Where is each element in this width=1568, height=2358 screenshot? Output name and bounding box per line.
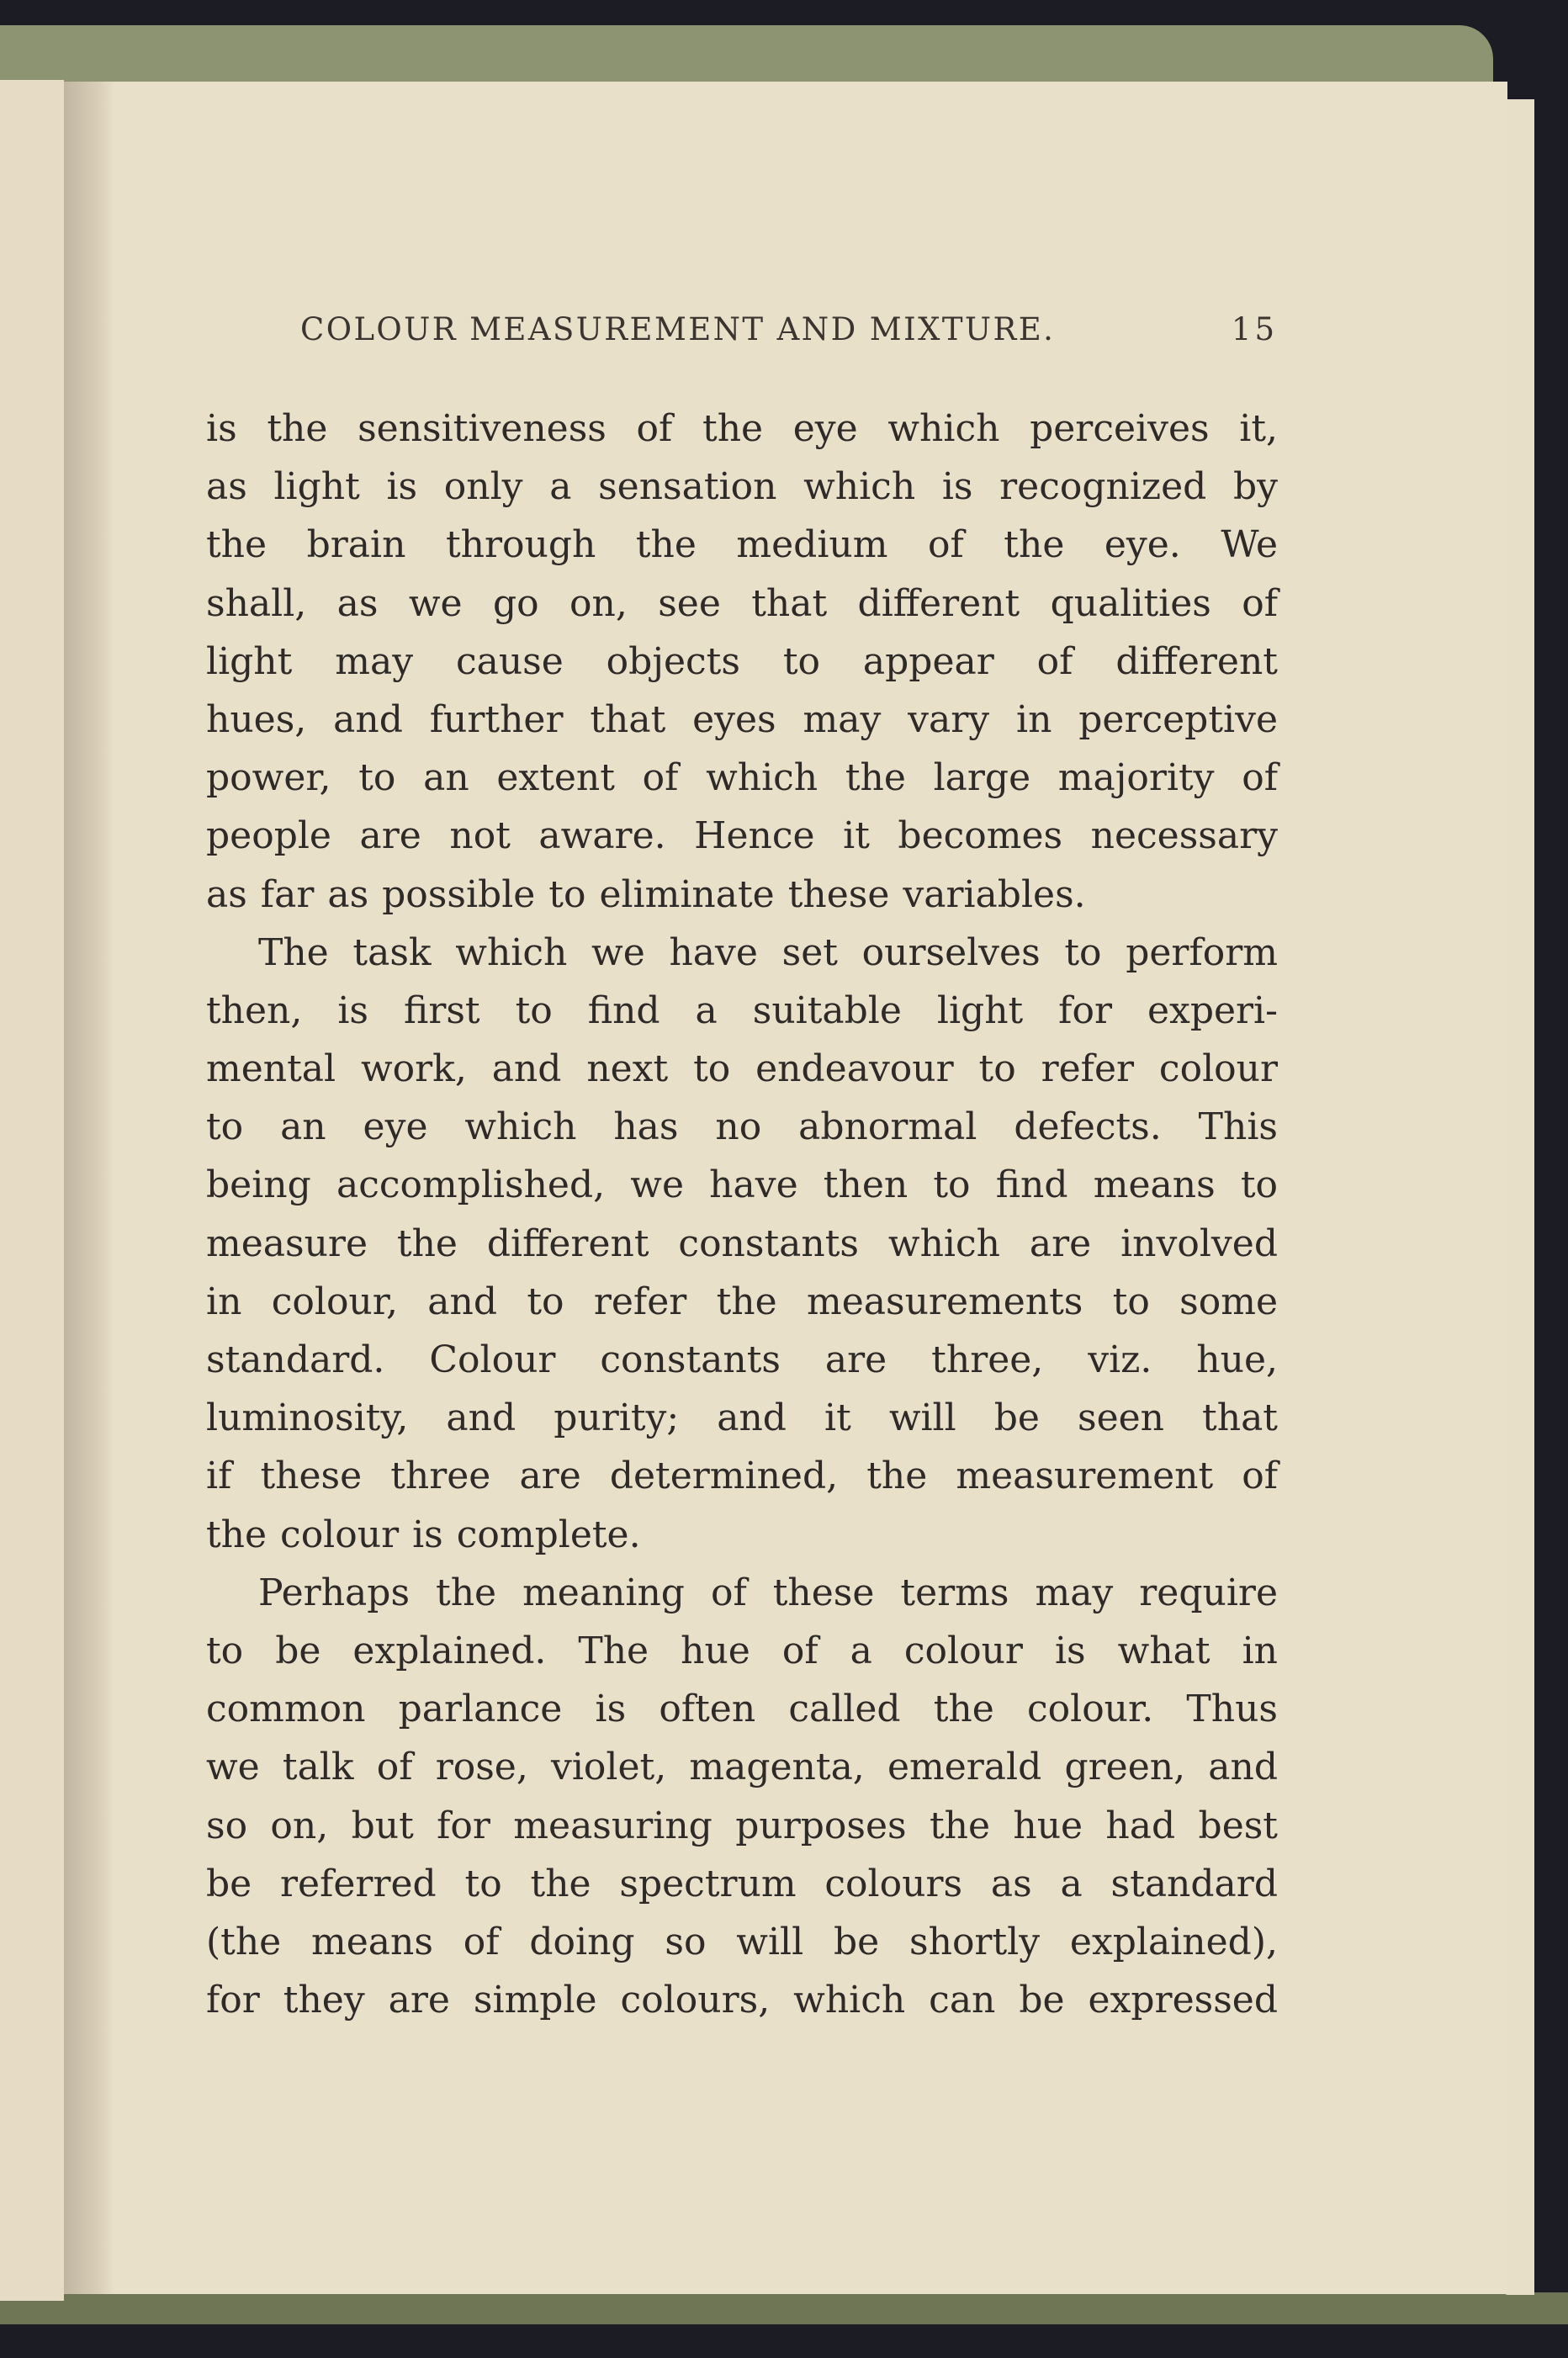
text-line: being accomplished, we have then to find means to (206, 1163, 1278, 1207)
text-line: be referred to the spectrum colours as a standard (206, 1862, 1278, 1905)
text-line: then, is first to find a suitable light for experi- (206, 988, 1278, 1032)
text-line: is the sensitiveness of the eye which perceives it, (206, 407, 1278, 450)
text-line: measure the different constants which are involved (206, 1221, 1278, 1265)
text-line: (the means of doing so will be shortly explained), (206, 1920, 1278, 1963)
text-line: to be explained. The hue of a colour is what in (206, 1629, 1278, 1672)
text-line: standard. Colour constants are three, viz. hue, (206, 1338, 1278, 1381)
text-line: hues, and further that eyes may vary in perceptive (206, 697, 1278, 741)
text-line: as far as possible to eliminate these variables. (206, 872, 1086, 916)
facing-page-edge (0, 80, 64, 2301)
page-edges (1506, 99, 1534, 2295)
text-line: the colour is complete. (206, 1513, 641, 1556)
text-line: in colour, and to refer the measurements to some (206, 1280, 1278, 1323)
text-line: mental work, and next to endeavour to refer colour (206, 1047, 1278, 1091)
text-line: the brain through the medium of the eye. We (206, 523, 1278, 567)
page-number: 15 (1231, 311, 1278, 347)
text-line: light may cause objects to appear of different (206, 639, 1278, 683)
text-line: if these three are determined, the measurement of (206, 1455, 1278, 1498)
book-cover-top (0, 25, 1493, 84)
text-line: luminosity, and purity; and it will be seen that (206, 1396, 1278, 1440)
page-body (206, 400, 1278, 2029)
text-line: power, to an extent of which the large majority of (206, 756, 1278, 800)
text-line: shall, as we go on, see that different qualities of (206, 581, 1278, 625)
text-line: people are not aware. Hence it becomes necessary (206, 814, 1278, 858)
text-line: for they are simple colours, which can be expressed (206, 1979, 1278, 2022)
text-line: so on, but for measuring purposes the hue had best (206, 1804, 1278, 1847)
text-line: we talk of rose, violet, magenta, emerald green, and (206, 1746, 1278, 1789)
text-line: Perhaps the meaning of these terms may require (258, 1571, 1278, 1614)
running-title: COLOUR MEASUREMENT AND MIXTURE. (300, 311, 1056, 347)
text-line: common parlance is often called the colour. Thus (206, 1688, 1278, 1731)
text-line: to an eye which has no abnormal defects. This (206, 1105, 1278, 1149)
running-header (300, 311, 1278, 362)
text-line: as light is only a sensation which is recognized by (206, 465, 1278, 509)
book-cover-bottom (0, 2292, 1568, 2324)
text-line: The task which we have set ourselves to perform (258, 930, 1278, 974)
